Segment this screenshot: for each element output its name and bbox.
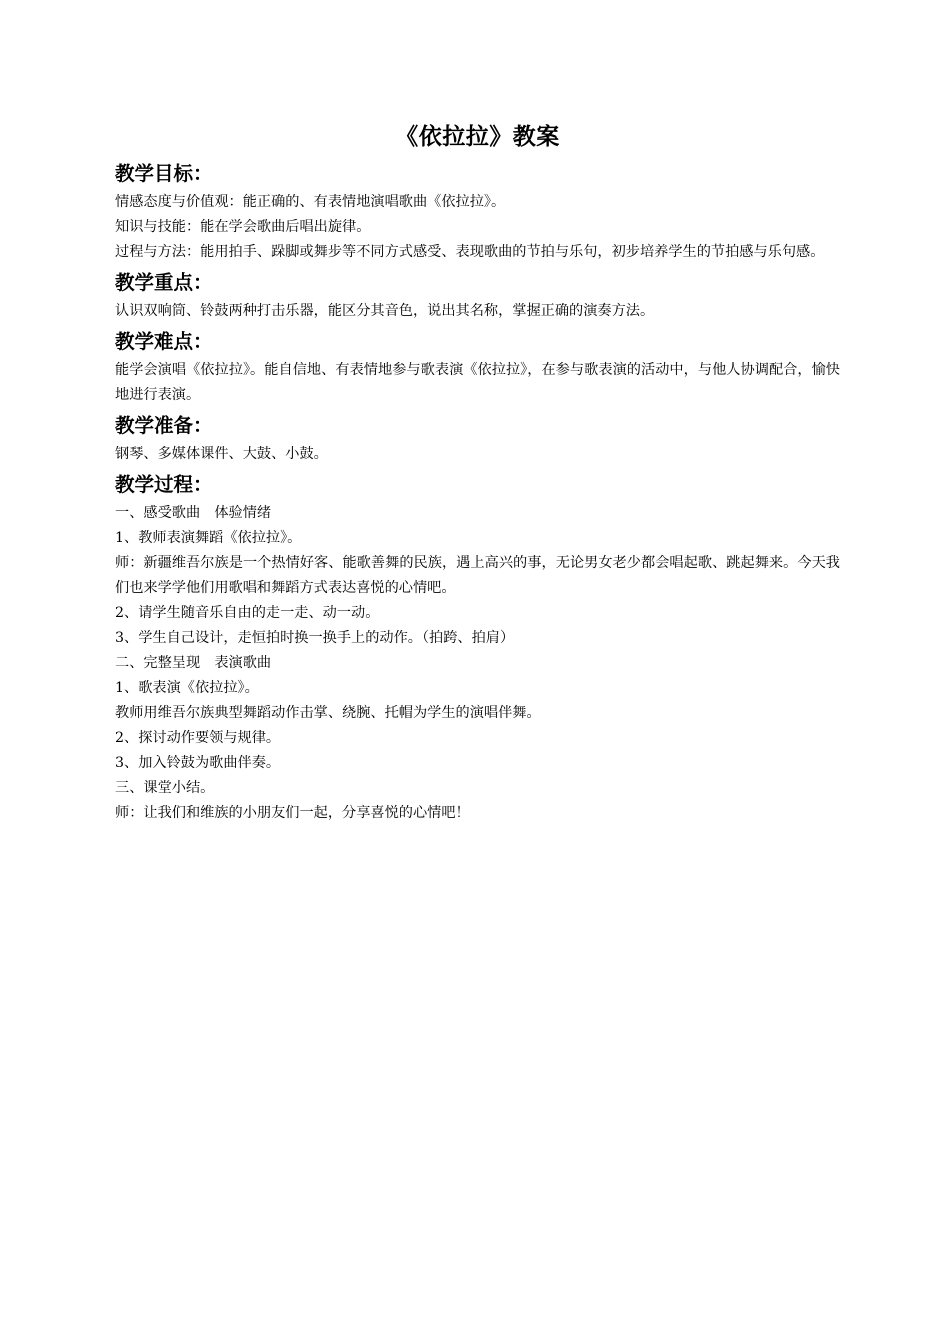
section-heading: 教学准备： xyxy=(115,414,213,437)
paragraph: 认识双响筒、铃鼓两种打击乐器，能区分其音色，说出其名称，掌握正确的演奏方法。 xyxy=(115,303,655,319)
section-heading: 教学过程： xyxy=(115,473,213,496)
paragraph: 1、教师表演舞蹈《依拉拉》。 xyxy=(115,530,302,546)
paragraph: 2、请学生随音乐自由的走一走、动一动。 xyxy=(115,605,380,621)
paragraph: 知识与技能：能在学会歌曲后唱出旋律。 xyxy=(115,219,371,235)
paragraph: 二、完整呈现 表演歌曲 xyxy=(115,655,272,671)
section-teaching-goals xyxy=(115,160,840,265)
section-heading: 教学重点： xyxy=(115,271,213,294)
paragraph: 3、加入铃鼓为歌曲伴奏。 xyxy=(115,755,281,771)
paragraph: 师：让我们和维族的小朋友们一起，分享喜悦的心情吧！ xyxy=(115,805,470,821)
section-difficulties xyxy=(115,328,840,408)
section-heading: 教学难点： xyxy=(115,330,213,353)
section-key-points xyxy=(115,269,840,324)
paragraph: 过程与方法：能用拍手、跺脚或舞步等不同方式感受、表现歌曲的节拍与乐句，初步培养学生的节拍感与乐句感。 xyxy=(115,244,825,260)
paragraph: 三、课堂小结。 xyxy=(115,780,215,796)
paragraph: 2、探讨动作要领与规律。 xyxy=(115,730,281,746)
paragraph: 教师用维吾尔族典型舞蹈动作击掌、绕腕、托帽为学生的演唱伴舞。 xyxy=(115,705,541,721)
document-title: 《依拉拉》教案 xyxy=(395,124,560,150)
paragraph: 1、歌表演《依拉拉》。 xyxy=(115,680,259,696)
paragraph: 师：新疆维吾尔族是一个热情好客、能歌善舞的民族，遇上高兴的事，无论男女老少都会唱起歌、跳起舞来。今天我们也来学学他们用歌唱和舞蹈方式表达喜悦的心情吧。 xyxy=(115,555,840,596)
document-content xyxy=(115,120,840,830)
paragraph: 钢琴、多媒体课件、大鼓、小鼓。 xyxy=(115,446,328,462)
section-process xyxy=(115,471,840,826)
paragraph: 能学会演唱《依拉拉》。能自信地、有表情地参与歌表演《依拉拉》，在参与歌表演的活动中，与他人协调配合，愉快地进行表演。 xyxy=(115,362,840,403)
paragraph: 情感态度与价值观：能正确的、有表情地演唱歌曲《依拉拉》。 xyxy=(115,194,506,210)
paragraph: 3、学生自己设计，走恒拍时换一换手上的动作。（拍跨、拍肩） xyxy=(115,630,515,646)
section-heading: 教学目标： xyxy=(115,162,213,185)
paragraph: 一、感受歌曲 体验情绪 xyxy=(115,505,272,521)
section-preparation xyxy=(115,412,840,467)
